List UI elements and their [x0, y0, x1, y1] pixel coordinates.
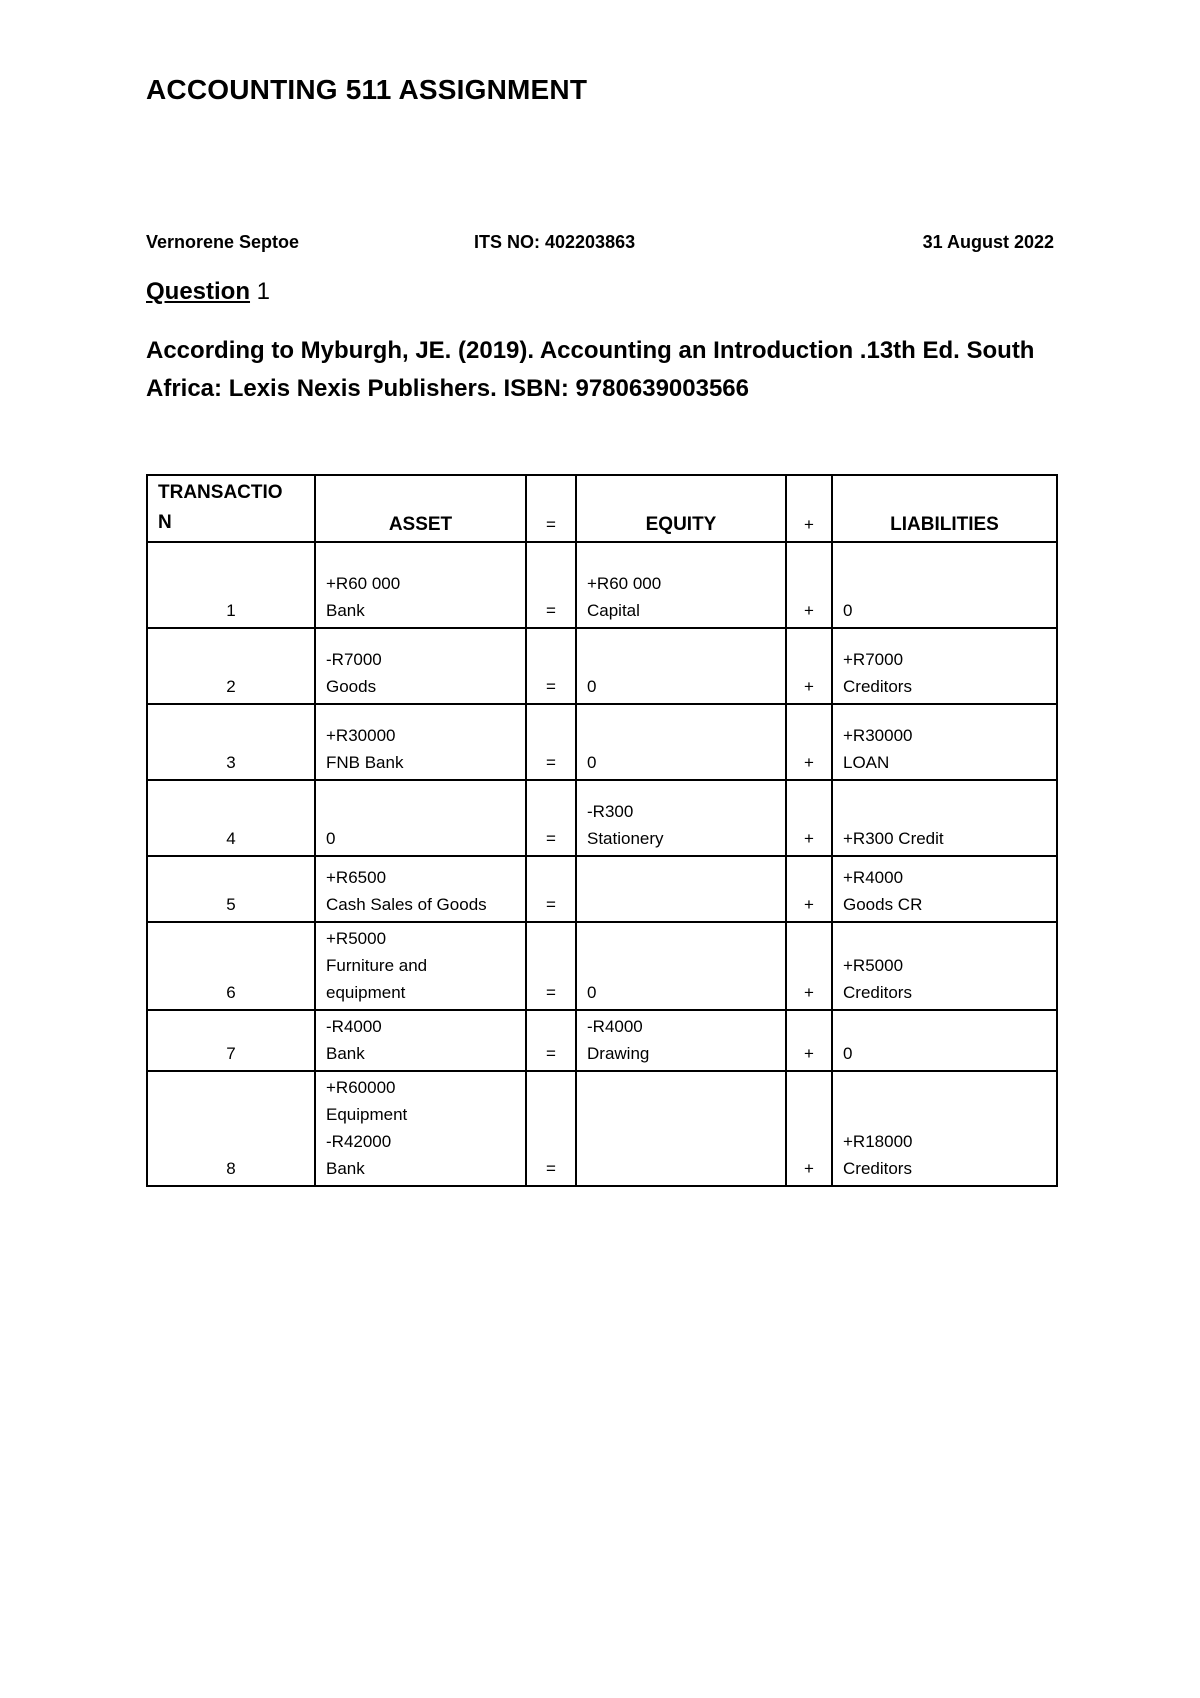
header-equals: =: [526, 475, 576, 542]
cell-line: +R60 000: [326, 574, 401, 593]
transaction-number: 5: [147, 856, 315, 922]
plus-cell: +: [786, 628, 832, 704]
transaction-number: 6: [147, 922, 315, 1010]
cell-line: Equipment: [326, 1105, 408, 1124]
table-row: [147, 1071, 1057, 1186]
transaction-number: 7: [147, 1010, 315, 1071]
liabilities-cell: [832, 780, 1057, 856]
equity-cell: [576, 542, 786, 628]
equity-cell: [576, 704, 786, 780]
cell-line: -R7000: [326, 650, 382, 669]
cell-line: Furniture and: [326, 956, 428, 975]
asset-cell: [315, 704, 526, 780]
asset-cell: [315, 1010, 526, 1071]
equals-cell: =: [526, 1071, 576, 1186]
cell-line: +R5000: [326, 929, 387, 948]
plus-cell: +: [786, 780, 832, 856]
table-row: [147, 704, 1057, 780]
plus-cell: +: [786, 856, 832, 922]
equals-cell: =: [526, 780, 576, 856]
plus-cell: +: [786, 922, 832, 1010]
cell-line: 0: [587, 753, 597, 772]
cell-line: Capital: [587, 601, 640, 620]
cell-line: Creditors: [843, 677, 912, 696]
cell-line: Goods CR: [843, 895, 923, 914]
liabilities-cell: [832, 922, 1057, 1010]
equals-cell: =: [526, 1010, 576, 1071]
liabilities-cell: [832, 856, 1057, 922]
transaction-number: 4: [147, 780, 315, 856]
cell-line: 0: [843, 1044, 853, 1063]
cell-line: -R4000: [587, 1017, 643, 1036]
cell-line: Creditors: [843, 1159, 912, 1178]
cell-line: Drawing: [587, 1044, 650, 1063]
cell-line: -R4000: [326, 1017, 382, 1036]
transaction-number: 2: [147, 628, 315, 704]
cell-line: Cash Sales of Goods: [326, 895, 487, 914]
equals-cell: =: [526, 542, 576, 628]
cell-line: +R5000: [843, 956, 904, 975]
equals-cell: =: [526, 856, 576, 922]
reference-citation: [146, 332, 1066, 408]
liabilities-cell: [832, 704, 1057, 780]
cell-line: -R42000: [326, 1132, 392, 1151]
equals-cell: =: [526, 922, 576, 1010]
cell-line: 0: [587, 983, 597, 1002]
cell-line: +R30000: [326, 726, 396, 745]
equity-cell: [576, 1010, 786, 1071]
submission-date: 31 August 2022: [922, 232, 1054, 252]
cell-line: +R6500: [326, 868, 387, 887]
equity-cell: [576, 628, 786, 704]
accounting-equation-table: [146, 474, 1058, 1187]
asset-cell: [315, 856, 526, 922]
cell-line: Goods: [326, 677, 377, 696]
cell-line: 0: [843, 601, 853, 620]
equity-cell: [576, 780, 786, 856]
cell-line: Bank: [326, 601, 365, 620]
plus-cell: +: [786, 1010, 832, 1071]
plus-cell: +: [786, 542, 832, 628]
cell-line: +R4000: [843, 868, 904, 887]
reference-line: According to Myburgh, JE. (2019). Accounting an Introduction .13th Ed. South: [146, 337, 1035, 364]
header-asset: ASSET: [315, 475, 526, 542]
equity-cell: [576, 922, 786, 1010]
cell-line: +R300 Credit: [843, 829, 944, 848]
equals-cell: =: [526, 704, 576, 780]
cell-line: +R30000: [843, 726, 913, 745]
transaction-number: 1: [147, 542, 315, 628]
asset-cell: [315, 628, 526, 704]
asset-cell: [315, 1071, 526, 1186]
reference-line: Africa: Lexis Nexis Publishers. ISBN: 9780639003566: [146, 375, 749, 402]
header-plus: +: [786, 475, 832, 542]
header-equity: EQUITY: [576, 475, 786, 542]
cell-line: Stationery: [587, 829, 664, 848]
table-row: [147, 922, 1057, 1010]
equity-cell: [576, 1071, 786, 1186]
asset-cell: [315, 542, 526, 628]
cell-line: 0: [326, 829, 336, 848]
plus-cell: +: [786, 704, 832, 780]
cell-line: +R60 000: [587, 574, 662, 593]
cell-line: 0: [587, 677, 597, 696]
header-liabilities: LIABILITIES: [832, 475, 1057, 542]
transaction-number: 3: [147, 704, 315, 780]
cell-line: +R60000: [326, 1078, 396, 1097]
table-row: [147, 780, 1057, 856]
table-header-row: [147, 475, 1057, 542]
cell-line: -R300: [587, 802, 634, 821]
liabilities-cell: [832, 1071, 1057, 1186]
asset-cell: [315, 922, 526, 1010]
table-row: [147, 542, 1057, 628]
cell-line: +R18000: [843, 1132, 913, 1151]
header-transaction: TRANSACTIO N: [147, 475, 315, 542]
question-label: Question: [146, 278, 251, 305]
plus-cell: +: [786, 1071, 832, 1186]
equity-cell: [576, 856, 786, 922]
cell-line: Bank: [326, 1044, 365, 1063]
asset-cell: [315, 780, 526, 856]
its-number: ITS NO: 402203863: [474, 232, 636, 252]
student-name: Vernorene Septoe: [146, 232, 300, 252]
liabilities-cell: [832, 1010, 1057, 1071]
liabilities-cell: [832, 542, 1057, 628]
cell-line: equipment: [326, 983, 406, 1002]
document-title: ACCOUNTING 511 ASSIGNMENT: [146, 74, 588, 105]
table-row: [147, 1010, 1057, 1071]
cell-line: Bank: [326, 1159, 365, 1178]
question-heading: [146, 278, 270, 306]
liabilities-cell: [832, 628, 1057, 704]
cell-line: +R7000: [843, 650, 904, 669]
table-row: [147, 856, 1057, 922]
transaction-number: 8: [147, 1071, 315, 1186]
cell-line: Creditors: [843, 983, 912, 1002]
equals-cell: =: [526, 628, 576, 704]
cell-line: LOAN: [843, 753, 890, 772]
question-number: 1: [250, 278, 271, 305]
table-row: [147, 628, 1057, 704]
cell-line: FNB Bank: [326, 753, 404, 772]
